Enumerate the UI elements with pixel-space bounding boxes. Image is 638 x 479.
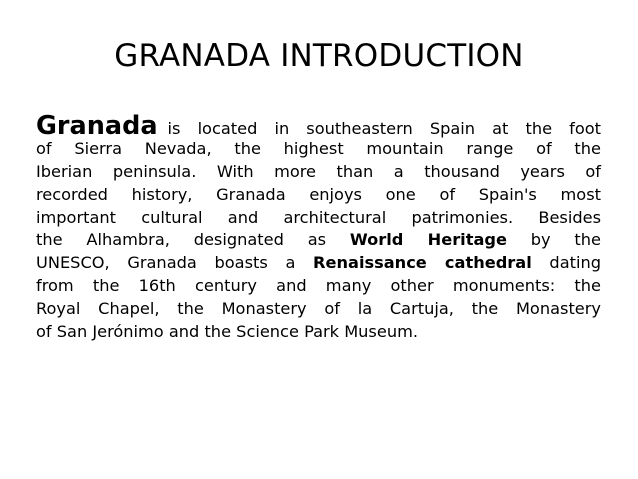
text-run: Iberian peninsula. With more than a thousand years of	[36, 161, 601, 181]
text-run: of Sierra Nevada, the highest mountain range of the	[36, 138, 601, 158]
text-run: of San Jerónimo and the Science Park Museum.	[36, 322, 418, 342]
text-run: is located in southeastern Spain at the foot	[167, 119, 601, 138]
slide-body-paragraph	[36, 111, 601, 344]
text-run: from the 16th century and many other monuments: the	[36, 276, 601, 296]
paragraph-line	[36, 207, 601, 230]
emphasis-renaissance-cathedral: Renaissance cathedral	[313, 253, 532, 273]
text-run: UNESCO, Granada boasts a	[36, 253, 314, 273]
paragraph-line	[36, 321, 601, 344]
lead-word: Granada	[36, 111, 158, 141]
paragraph-line	[36, 138, 601, 161]
paragraph-line	[36, 298, 601, 321]
paragraph-line	[36, 252, 601, 275]
text-run: recorded history, Granada enjoys one of Spain's most	[36, 184, 601, 204]
text-run: the Alhambra, designated as	[36, 230, 350, 250]
text-run: Royal Chapel, the Monastery of la Cartuja, the Monastery	[36, 299, 601, 319]
emphasis-world-heritage: World Heritage	[349, 230, 507, 250]
paragraph-line	[36, 161, 601, 184]
paragraph-line	[36, 275, 601, 298]
text-run: dating	[531, 253, 601, 273]
paragraph-line	[36, 111, 601, 141]
text-run: by the	[506, 230, 601, 250]
text-run: important cultural and architectural patrimonies. Besides	[36, 207, 601, 227]
slide-title: GRANADA INTRODUCTION	[114, 38, 524, 74]
paragraph-line	[36, 184, 601, 207]
paragraph-line	[36, 229, 601, 252]
